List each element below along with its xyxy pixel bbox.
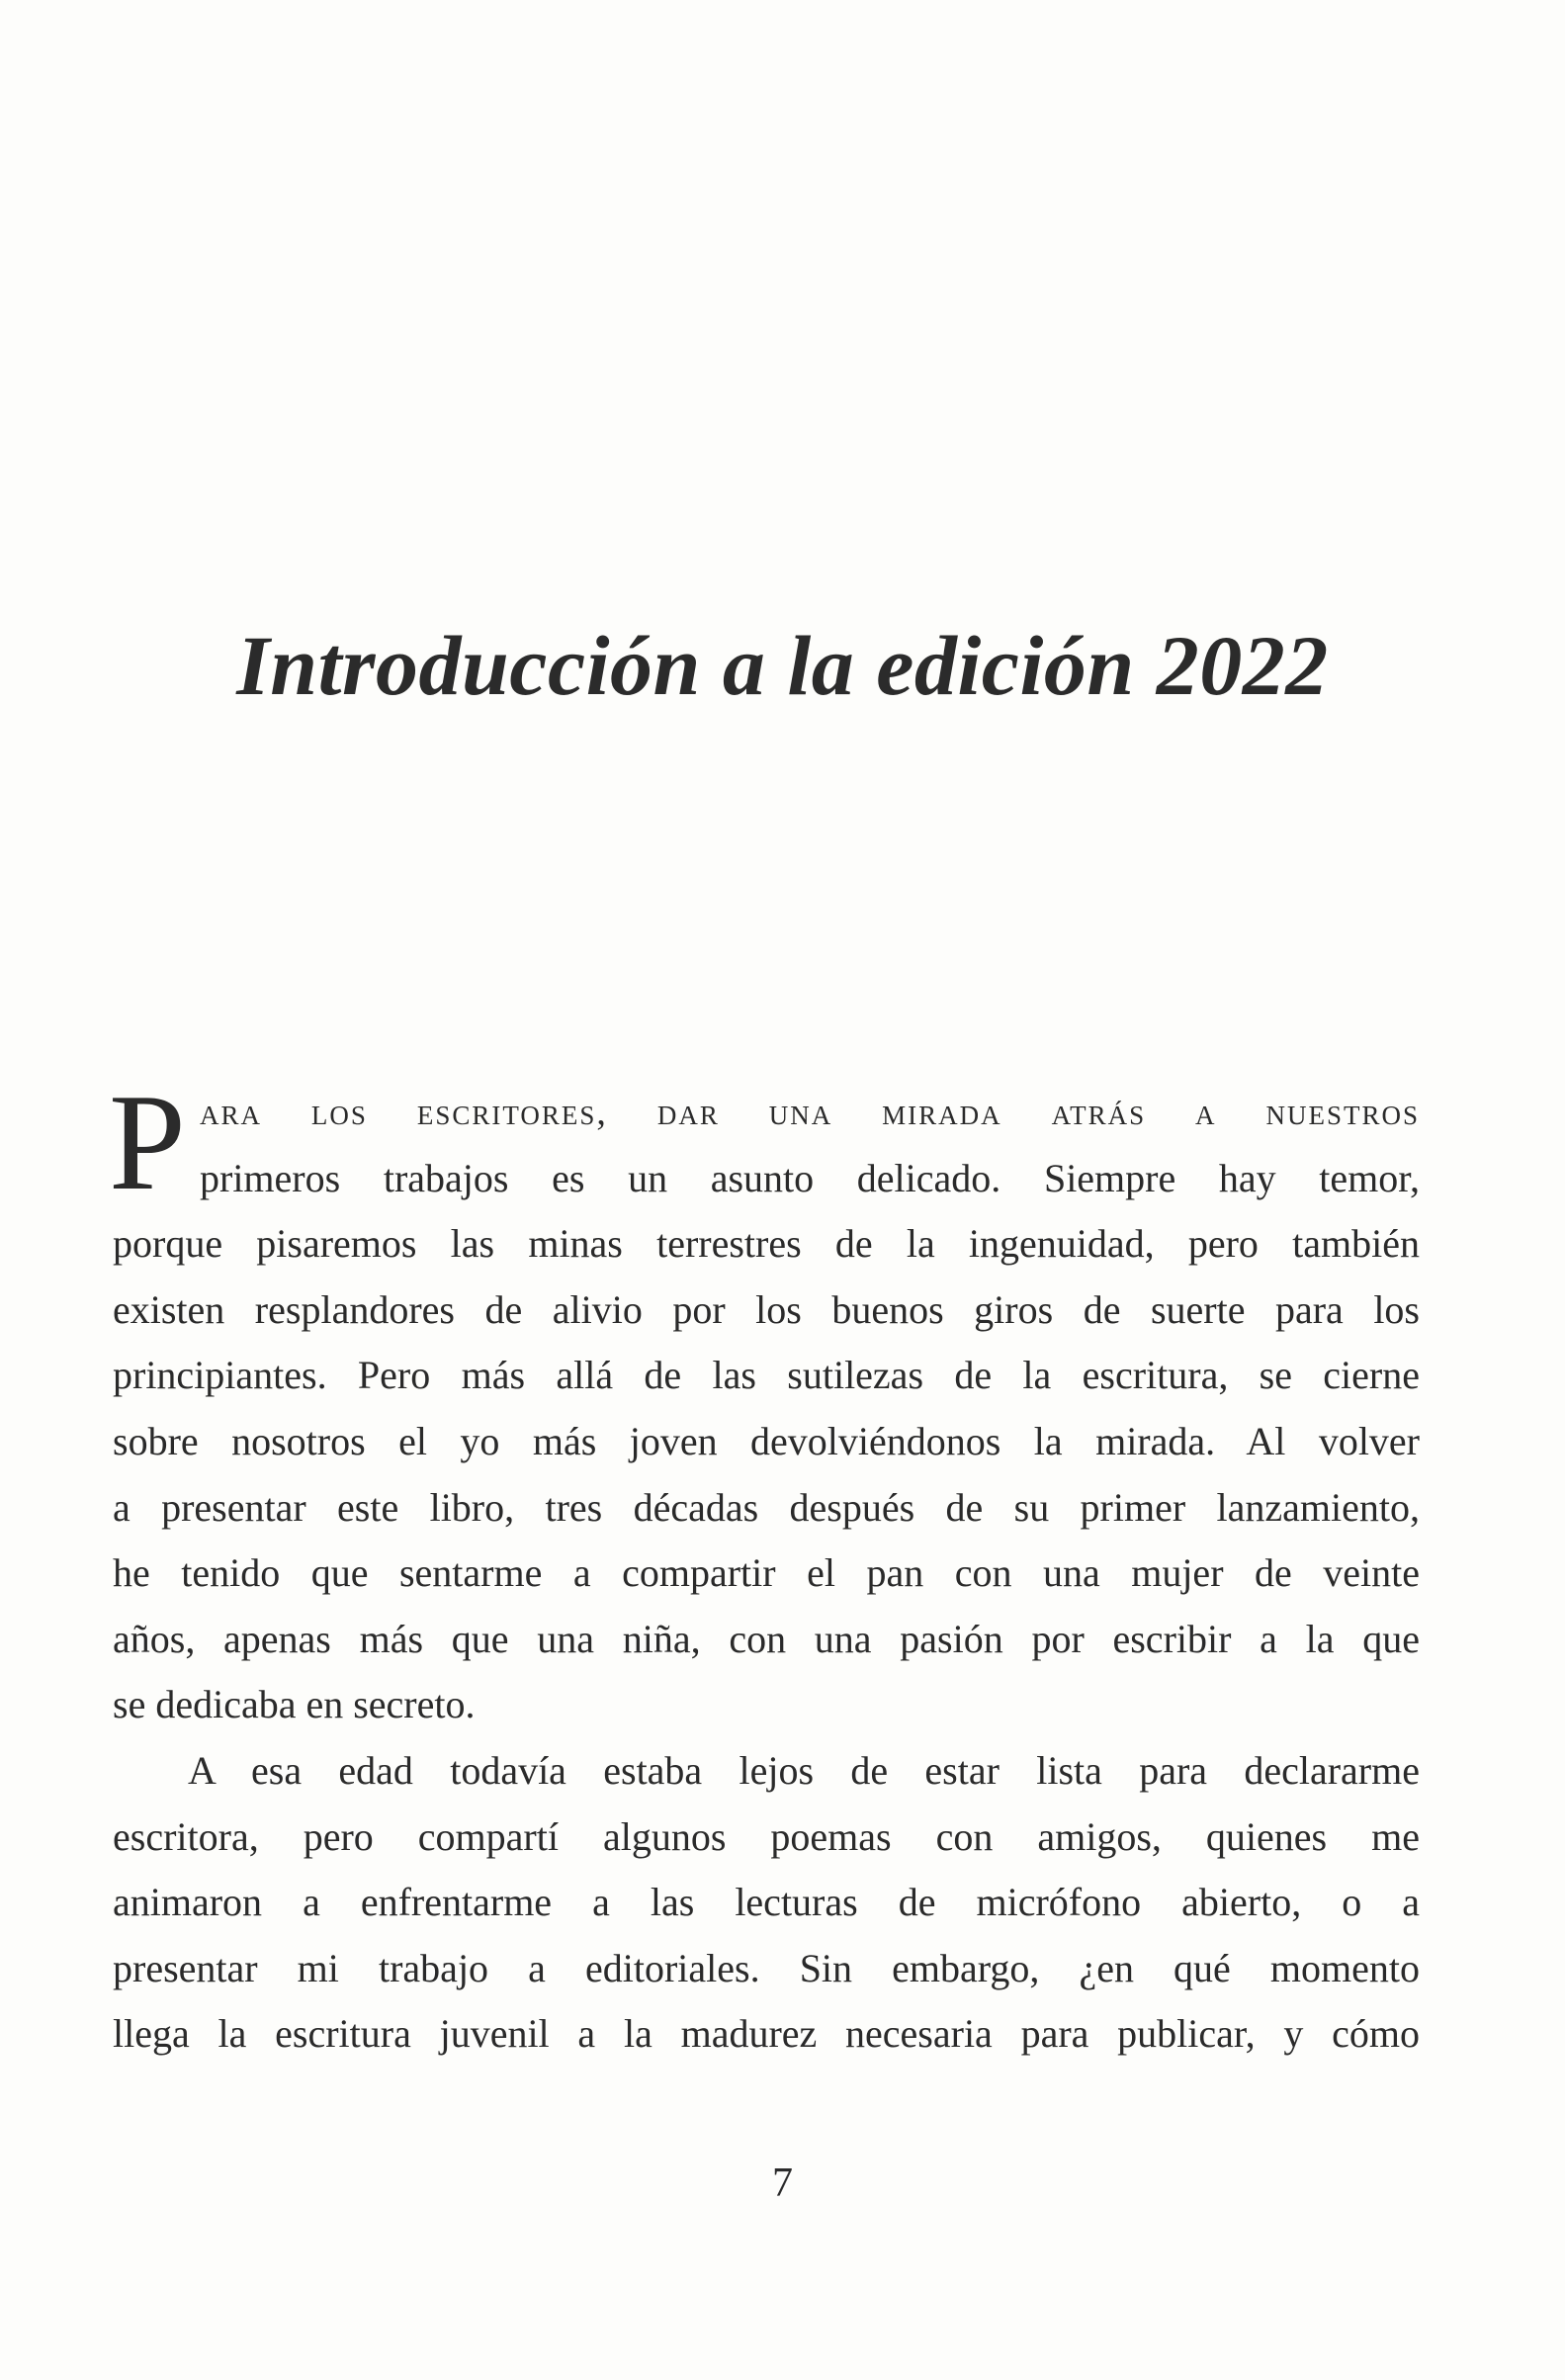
text-line: porque pisaremos las minas terrestres de la ingenuidad, pero también [113, 1221, 1420, 1267]
paragraph-1 [109, 1066, 1420, 1738]
text-line: principiantes. Pero más allá de las sutilezas de la escritura, se cierne [113, 1353, 1420, 1398]
text-line: presentar mi trabajo a editoriales. Sin embargo, ¿en qué momento [113, 1945, 1420, 1990]
text-line: años, apenas más que una niña, con una pasión por escribir a la que [113, 1616, 1420, 1661]
text-line: sobre nosotros el yo más joven devolviéndonos la mirada. Al volver [113, 1418, 1420, 1463]
text-line: A esa edad todavía estaba lejos de estar lista para declararme [188, 1747, 1420, 1793]
text-line: se dedicaba en secreto. [113, 1682, 476, 1727]
text-line: primeros trabajos es un asunto delicado. Siempre hay temor, [200, 1155, 1420, 1200]
text-line: escritora, pero compartí algunos poemas con amigos, quienes me [113, 1813, 1420, 1859]
drop-cap: P [109, 1066, 186, 1219]
text-line: he tenido que sentarme a compartir el pan con una mujer de veinte [113, 1550, 1420, 1596]
text-line: a presentar este libro, tres décadas después de su primer lanzamiento, [113, 1484, 1420, 1530]
text-line: existen resplandores de alivio por los buenos giros de suerte para los [113, 1286, 1420, 1332]
body-text [109, 1066, 1420, 2068]
chapter-title: Introducción a la edición 2022 [236, 617, 1329, 713]
page-number: 7 [772, 2160, 793, 2206]
paragraph-2 [113, 1738, 1420, 2068]
text-line: ara los escritores, dar una mirada atrás a nuestros [200, 1092, 1420, 1133]
text-line: llega la escritura juvenil a la madurez necesaria para publicar, y cómo [113, 2011, 1420, 2057]
text-line: animaron a enfrentarme a las lecturas de micrófono abierto, o a [113, 1880, 1420, 1925]
